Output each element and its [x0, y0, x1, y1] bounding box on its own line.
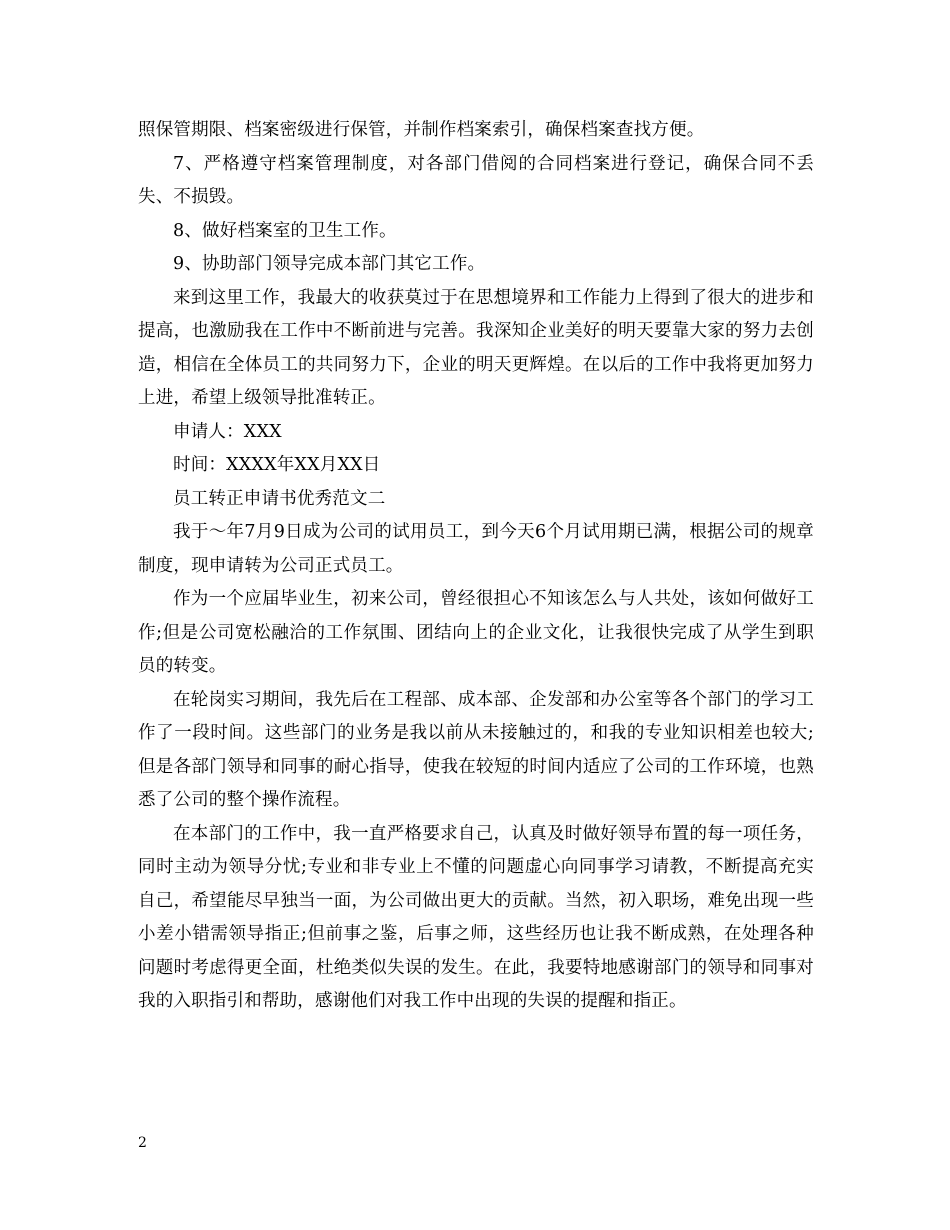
- section-title: 员工转正申请书优秀范文二: [173, 488, 386, 509]
- paragraph: 来到这里工作，我最大的收获莫过于在思想境界和工作能力上得到了很大的进步和提高，也激励我在工作中不断前进与完善。我深知企业美好的明天要靠大家的努力去创造，相信在全体员工的共同努力下，企业的明天更辉煌。在以后的工作中我将更加努力上进，希望上级领导批准转正。: [138, 287, 814, 408]
- paragraph: 我于～年7月9日成为公司的试用员工，到今天6个月试用期已满，根据公司的规章制度，现申请转为公司正式员工。: [138, 522, 814, 576]
- paragraph: 作为一个应届毕业生，初来公司，曾经很担心不知该怎么与人共处，该如何做好工作;但是公司宽松融洽的工作氛围、团结向上的企业文化，让我很快完成了从学生到职员的转变。: [138, 589, 814, 676]
- paragraph: 照保管期限、档案密级进行保管，并制作档案索引，确保档案查找方便。: [138, 120, 705, 140]
- paragraph: 8、做好档案室的卫生工作。: [173, 220, 397, 241]
- page-number: 2: [138, 1135, 147, 1151]
- paragraph: 7、严格遵守档案管理制度，对各部门借阅的合同档案进行登记，确保合同不丢失、不损毁。: [138, 153, 814, 207]
- paragraph: 在轮岗实习期间，我先后在工程部、成本部、企发部和办公室等各个部门的学习工作了一段时间。这些部门的业务是我以前从未接触过的，和我的专业知识相差也较大;但是各部门领导和同事的耐心指导，使我在较短的时间内适应了公司的工作环境，也熟悉了公司的整个操作流程。: [138, 689, 814, 810]
- paragraph: 9、协助部门领导完成本部门其它工作。: [173, 254, 486, 274]
- paragraph: 在本部门的工作中，我一直严格要求自己，认真及时做好领导布置的每一项任务，同时主动为领导分忧;专业和非专业上不懂的问题虚心向同事学习请教，不断提高充实自己，希望能尽早独当一面，为公司做出更大的贡献。当然，初入职场，难免出现一些小差小错需领导指正;但前事之鉴，后事之师，这些经历也让我不断成熟，在处理各种问题时考虑得更全面，杜绝类似失误的发生。在此，我要特地感谢部门的领导和同事对我的入职指引和帮助，感谢他们对我工作中出现的失误的提醒和指正。: [138, 823, 814, 1011]
- document-body: [138, 114, 814, 1019]
- date-line: 时间：XXXX年XX月XX日: [173, 455, 381, 475]
- applicant-line: 申请人：XXX: [173, 421, 282, 442]
